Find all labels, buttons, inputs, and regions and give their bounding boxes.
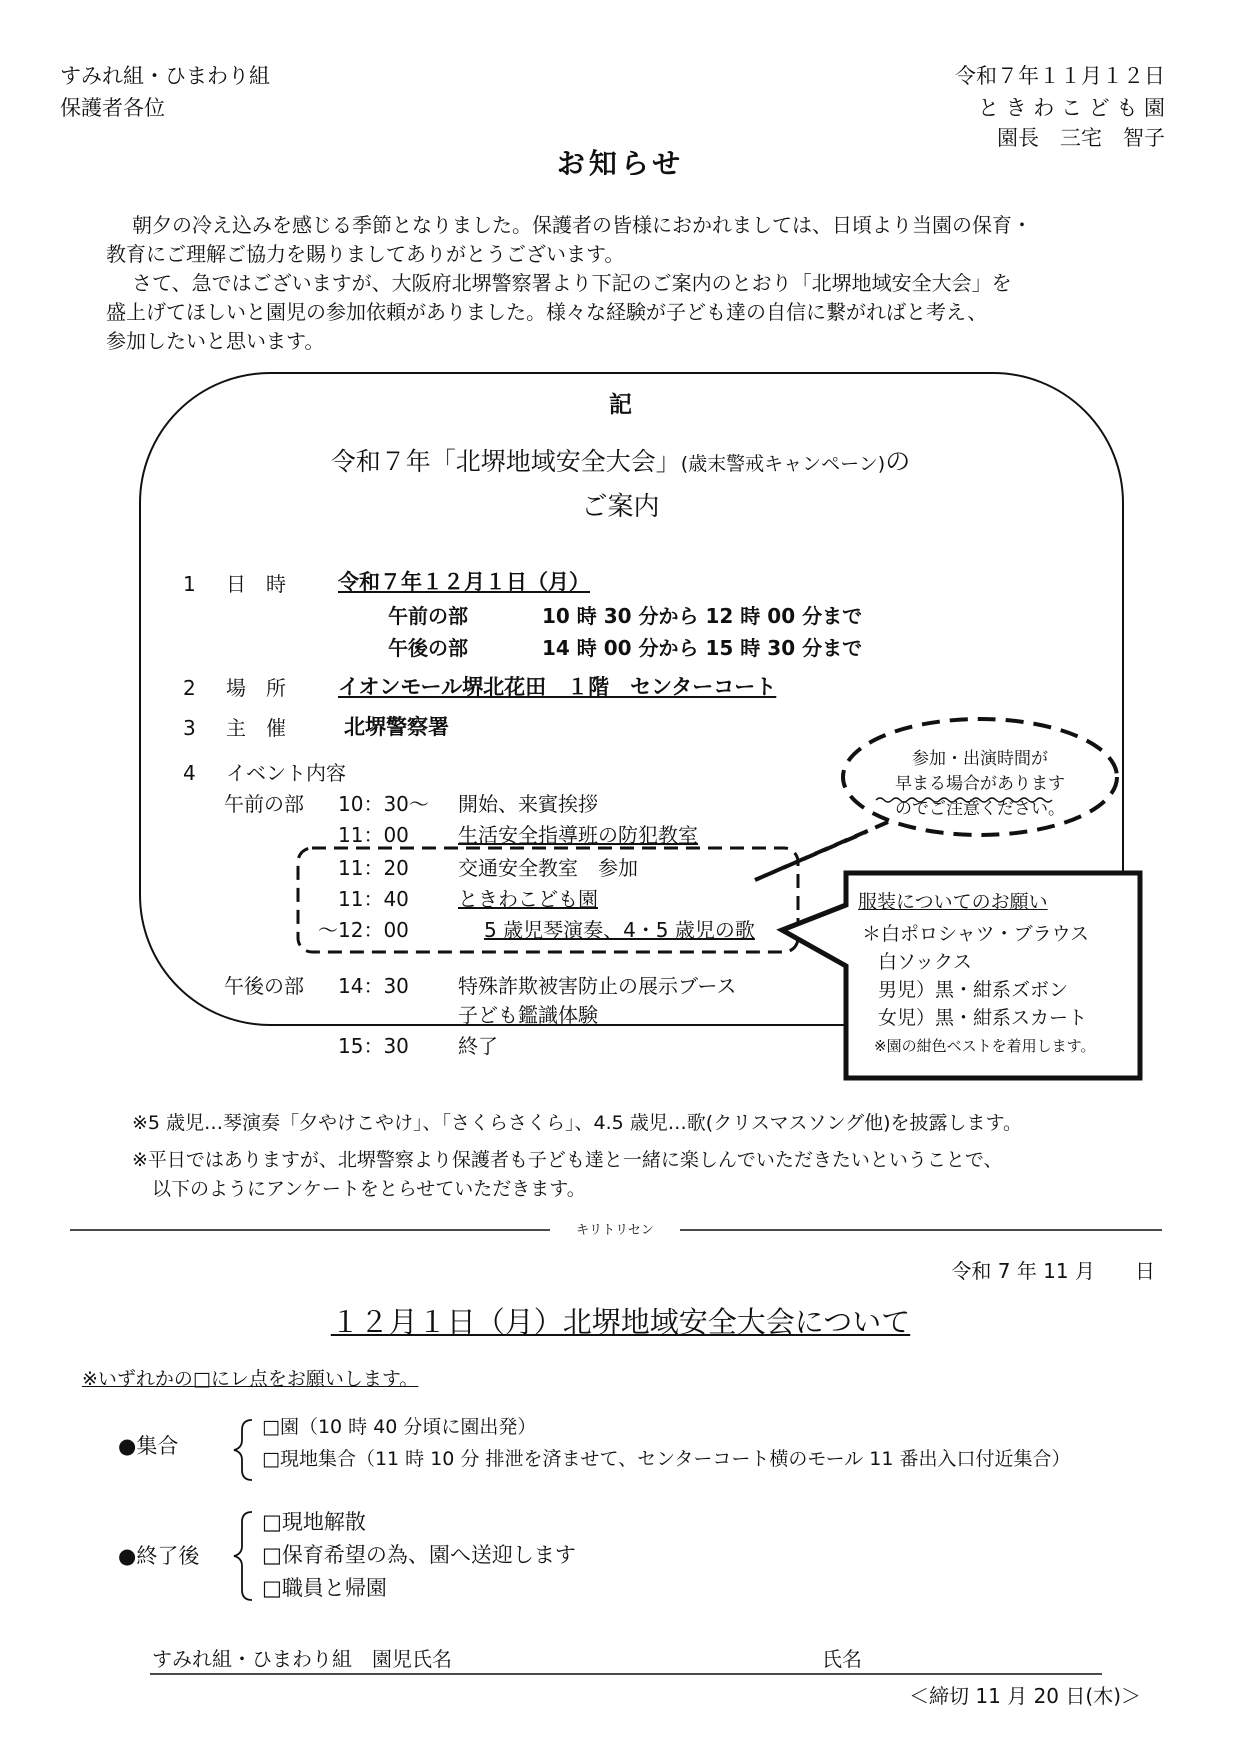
issue-date: 令和７年１１月１２日 bbox=[955, 64, 1165, 88]
dress-line2: 白ソックス bbox=[878, 951, 972, 973]
intro-p1-line1: 朝夕の冷え込みを感じる季節となりました。保護者の皆様におかれましては、日頃より当園の保育・ bbox=[132, 213, 1032, 237]
item2-label: 場 所 bbox=[226, 676, 286, 700]
intro-p1-line2: 教育にご理解ご協力を賜りましてありがとうございます。 bbox=[106, 242, 625, 266]
notice-heading-line2: ご案内 bbox=[581, 492, 660, 522]
item3-num: 3 bbox=[183, 716, 196, 740]
signature-class-label: すみれ組・ひまわり組 園児氏名 bbox=[152, 1647, 452, 1671]
bubble-line2: 早まる場合があります bbox=[895, 774, 1065, 794]
page-title: お知らせ bbox=[556, 147, 685, 180]
principal-name: 園長 三宅 智子 bbox=[997, 126, 1165, 150]
schedule-desc: 交通安全教室 参加 bbox=[458, 856, 638, 880]
intro-p2-line3: 参加したいと思います。 bbox=[106, 329, 325, 353]
item2-value: イオンモール堺北花田 １階 センターコート bbox=[338, 675, 777, 699]
intro-p2-line1: さて、急ではございますが、大阪府北堺警察署より下記のご案内のとおり「北堺地域安全大会」を bbox=[132, 271, 1012, 295]
notice-heading-paren: (歳末警戒キャンペーン) bbox=[680, 453, 886, 475]
gather-brace bbox=[234, 1420, 252, 1480]
schedule-desc: 子ども鑑識体験 bbox=[458, 1003, 598, 1027]
bubble-line3: のでご注意ください。 bbox=[895, 799, 1065, 819]
gather-label: ●集合 bbox=[118, 1434, 179, 1458]
cut-line-label: キリトリセン bbox=[576, 1223, 654, 1238]
item2-num: 2 bbox=[183, 676, 196, 700]
after-option-dismiss[interactable]: □現地解散 bbox=[262, 1510, 366, 1534]
item3-label: 主 催 bbox=[226, 716, 286, 740]
school-name: と き わ こ ど も 園 bbox=[977, 96, 1165, 120]
schedule-time: 15：30 bbox=[338, 1034, 409, 1058]
dress-note: ※園の紺色ベストを着用します。 bbox=[874, 1037, 1096, 1055]
dress-line4: 女児）黒・紺系スカート bbox=[878, 1007, 1088, 1029]
item1-num: 1 bbox=[183, 572, 196, 596]
gather-option-onsite[interactable]: □現地集合（11 時 10 分 排泄を済ませて、センターコート横のモール 11 番出入口付近集合） bbox=[262, 1448, 1071, 1470]
note-1: ※5 歳児…琴演奏「夕やけこやけ」、「さくらさくら」、4.5 歳児…歌(クリスマスソング他)を披露します。 bbox=[132, 1112, 1022, 1134]
schedule-time: 10：30～ bbox=[338, 792, 429, 816]
intro-p2-line2: 盛上げてほしいと園児の参加依頼がありました。様々な経験が子ども達の自信に繋がればと考え、 bbox=[106, 300, 988, 324]
notice-heading-suffix: の bbox=[885, 447, 911, 476]
notice-heading-line1 bbox=[0, 446, 1241, 480]
signature-name-label: 氏名 bbox=[822, 1647, 862, 1671]
am-part-label: 午前の部 bbox=[224, 792, 304, 816]
schedule-time: 11：20 bbox=[338, 856, 409, 880]
item1-label: 日 時 bbox=[226, 572, 286, 596]
after-label: ●終了後 bbox=[118, 1544, 200, 1568]
form-instruction: ※いずれかの□にレ点をお願いします。 bbox=[82, 1368, 419, 1390]
schedule-desc: 開始、来賓挨拶 bbox=[458, 792, 598, 816]
after-brace bbox=[234, 1512, 252, 1600]
schedule-time: 11：40 bbox=[338, 887, 409, 911]
dress-line1: ＊白ポロシャツ・ブラウス bbox=[862, 923, 1090, 945]
note-2-line2: 以下のようにアンケートをとらせていただきます。 bbox=[152, 1178, 586, 1200]
item4-label: イベント内容 bbox=[226, 761, 346, 785]
schedule-time: ～12：00 bbox=[318, 918, 409, 942]
after-option-childcare[interactable]: □保育希望の為、園へ送迎します bbox=[262, 1543, 576, 1567]
form-date: 令和 7 年 11 月 日 bbox=[951, 1259, 1155, 1283]
after-option-staff[interactable]: □職員と帰園 bbox=[262, 1576, 387, 1600]
item1-date: 令和７年１２月１日（月） bbox=[338, 570, 590, 594]
schedule-desc: 生活安全指導班の防犯教室 bbox=[458, 823, 698, 847]
dress-title: 服装についてのお願い bbox=[858, 891, 1048, 913]
schedule-desc: 終了 bbox=[458, 1034, 498, 1058]
item1-pm-time: 14 時 00 分から 15 時 30 分まで bbox=[542, 636, 863, 660]
pm-part-label: 午後の部 bbox=[224, 974, 304, 998]
schedule-time: 11：00 bbox=[338, 823, 409, 847]
gather-option-school[interactable]: □園（10 時 40 分頃に園出発） bbox=[262, 1416, 537, 1438]
schedule-time: 14：30 bbox=[338, 974, 409, 998]
deadline: ＜締切 11 月 20 日(木)＞ bbox=[909, 1684, 1141, 1708]
item3-value: 北堺警察署 bbox=[344, 715, 449, 739]
schedule-desc: ときわこども園 bbox=[458, 887, 598, 911]
item4-num: 4 bbox=[183, 761, 196, 785]
schedule-desc: 5 歳児琴演奏、4・5 歳児の歌 bbox=[484, 918, 755, 942]
item1-pm-label: 午後の部 bbox=[388, 636, 468, 660]
recipient-line2: 保護者各位 bbox=[60, 96, 165, 120]
form-title: １２月１日（月）北堺地域安全大会について bbox=[330, 1305, 911, 1339]
bubble-line1: 参加・出演時間が bbox=[912, 749, 1048, 769]
note-2-line1: ※平日ではありますが、北堺警察より保護者も子ども達と一緒に楽しんでいただきたいということで、 bbox=[132, 1149, 1003, 1171]
dress-line3: 男児）黒・紺系ズボン bbox=[878, 979, 1069, 1001]
item1-am-label: 午前の部 bbox=[388, 604, 468, 628]
ki-heading: 記 bbox=[609, 392, 632, 418]
notice-heading-main: 令和７年「北堺地域安全大会」 bbox=[330, 447, 681, 476]
schedule-desc: 特殊詐欺被害防止の展示ブース bbox=[458, 974, 737, 998]
recipient-line1: すみれ組・ひまわり組 bbox=[60, 64, 270, 88]
item1-am-time: 10 時 30 分から 12 時 00 分まで bbox=[542, 604, 863, 628]
